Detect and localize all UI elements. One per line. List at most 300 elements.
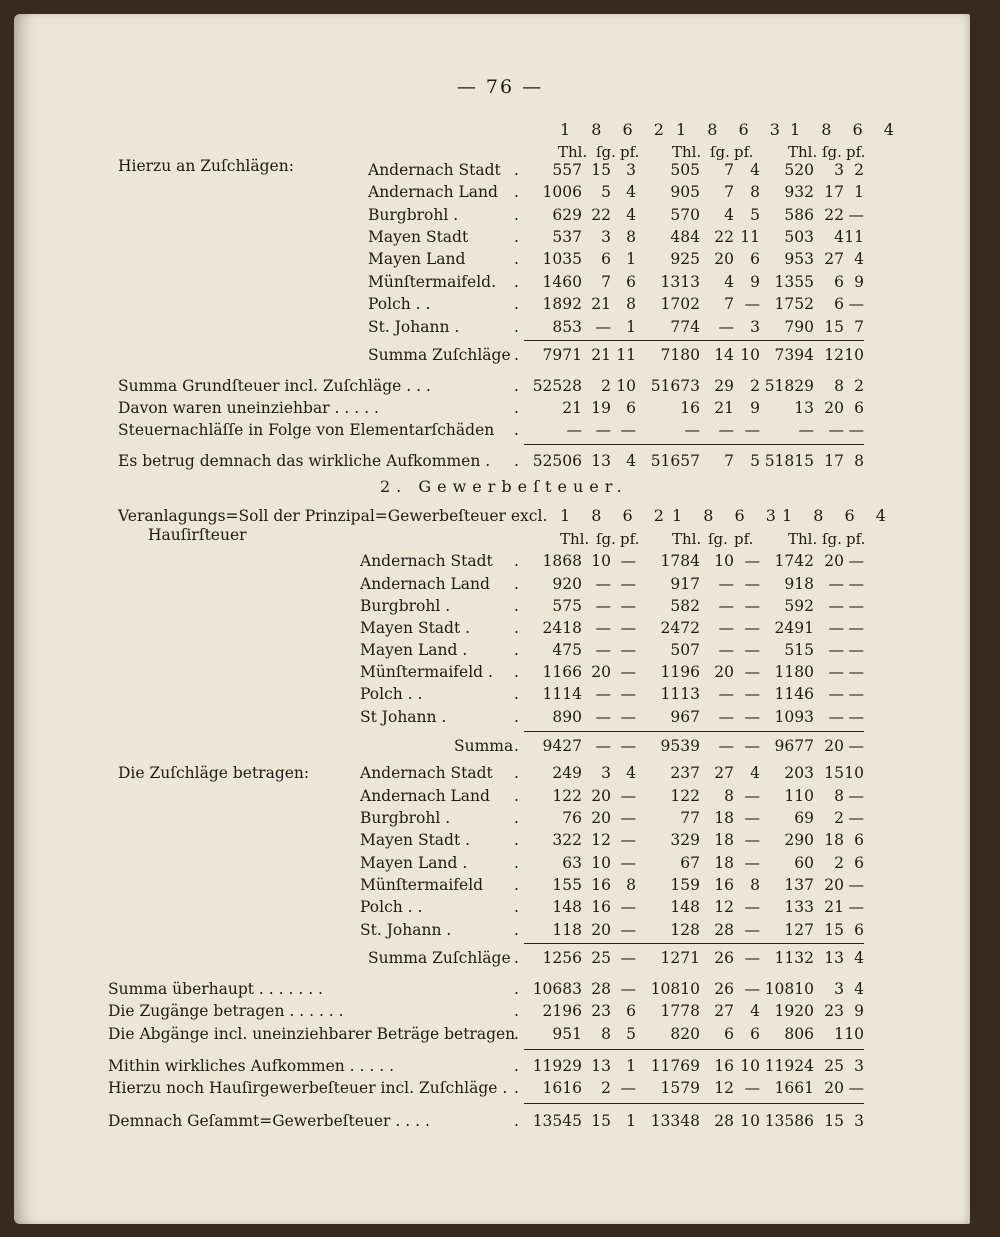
table-cell: 9 [854,273,864,291]
table-cell: 20 [824,552,844,570]
table-cell: — [744,708,760,726]
table-cell: Steuernachläſſe in Folge von Elementarſchäden [118,421,495,439]
table-cell: 12 [714,898,734,916]
table-cell: 2 [750,377,760,395]
unit-sg: ſg. [822,143,842,161]
table-cell: — [848,708,864,726]
table-cell: 5 [750,206,760,224]
year-1864-header: 1 8 6 4 [782,506,894,525]
table-cell: 10810 [650,980,700,998]
table-cell: 133 [784,898,814,916]
table-cell: 16 [714,876,734,894]
table-cell: 76 [562,809,582,827]
table-cell: Andernach Land [360,575,490,593]
table-cell: 1035 [542,250,582,268]
unit-pf: pf. [620,530,640,548]
table-cell: — [848,575,864,593]
table-cell: 8 [601,1025,611,1043]
unit-sg: ſg. [596,530,616,548]
table-cell: 10 [844,1025,864,1043]
table-cell: 148 [670,898,700,916]
table-cell: Es betrug demnach das wirkliche Aufkommen . [118,452,491,470]
table-cell: Summa Zuſchläge [368,949,511,967]
table-cell: 15 [824,921,844,939]
table-row [0,852,1000,874]
table-cell: 1868 [542,552,582,570]
table-cell: 629 [552,206,582,224]
table-cell: — [744,831,760,849]
table-cell: — [620,685,636,703]
table-cell: — [620,552,636,570]
table-cell: — [595,641,611,659]
table-cell: . [514,273,519,291]
table-cell: — [620,575,636,593]
table-row [0,1077,1000,1099]
sum-row [0,735,1000,757]
table-cell: 1166 [542,663,582,681]
table-cell: 11 [844,228,864,246]
table-cell: 1892 [542,295,582,313]
table-cell: Burgbrohl . [360,809,451,827]
table-cell: 1920 [774,1002,814,1020]
table-cell: — [744,980,760,998]
table-row [0,450,1000,472]
table-cell: — [744,737,760,755]
table-cell: 15 [824,318,844,336]
table-cell: . [514,708,519,726]
table-cell: 12 [714,1079,734,1097]
table-row [0,807,1000,829]
table-cell: 18 [714,854,734,872]
table-cell: . [514,737,519,755]
table-cell: — [798,421,814,439]
table-cell: 6 [834,295,844,313]
table-cell: — [595,685,611,703]
table-cell: 13 [591,452,611,470]
table-cell: — [848,421,864,439]
table-cell: Davon waren uneinziehbar . . . . . [118,399,379,417]
table-cell: 20 [824,399,844,417]
table-cell: St. Johann . [360,921,452,939]
table-cell: 25 [591,949,611,967]
table-cell: 10683 [532,980,582,998]
table-cell: 2472 [660,619,700,637]
page-number: — 76 — [456,76,544,98]
table-cell: 1313 [660,273,700,291]
table-row [0,617,1000,639]
table-cell: — [620,949,636,967]
table-cell: . [514,787,519,805]
table-cell: 1 [626,1112,636,1130]
table-cell: 6 [834,273,844,291]
table-cell: Mayen Stadt [368,228,469,246]
table-cell: — [828,641,844,659]
table-cell: 13 [824,949,844,967]
table-cell: — [620,831,636,849]
table-cell: . [514,206,519,224]
unit-pf: pf. [846,530,866,548]
table-cell: . [514,318,519,336]
table-cell: 15 [591,161,611,179]
table-row [0,204,1000,226]
table-cell: 21 [824,898,844,916]
unit-thl: Thl. [558,143,588,161]
table-cell: 1132 [774,949,814,967]
table-cell: 9427 [542,737,582,755]
table-cell: 17 [824,452,844,470]
table-cell: — [848,295,864,313]
table-cell: 4 [750,1002,760,1020]
table-cell: Andernach Land [368,183,498,201]
table-cell: — [744,685,760,703]
table-cell: 8 [834,377,844,395]
table-cell: 4 [854,949,864,967]
unit-thl: Thl. [672,143,702,161]
table-cell: 2491 [774,619,814,637]
table-cell: 7 [724,183,734,201]
table-cell: 110 [784,787,814,805]
unit-thl: Thl. [672,530,702,548]
table-cell: — [828,619,844,637]
table-cell: 16 [680,399,700,417]
table-cell: — [718,685,734,703]
table-cell: — [595,575,611,593]
table-cell: 967 [670,708,700,726]
table-cell: 507 [670,641,700,659]
table-cell: 1 [626,1057,636,1075]
table-cell: — [595,597,611,615]
table-row [0,874,1000,896]
table-cell: 20 [824,1079,844,1097]
table-cell: 23 [591,1002,611,1020]
table-cell: — [848,787,864,805]
table-cell: 22 [824,206,844,224]
table-cell: — [744,949,760,967]
table-cell: Mayen Stadt . [360,619,471,637]
table-cell: — [595,318,611,336]
table-cell: 6 [626,399,636,417]
table-cell: 1702 [660,295,700,313]
unit-thl: Thl. [560,530,590,548]
table-cell: . [514,685,519,703]
unit-thl: Thl. [788,530,818,548]
table-cell: 774 [670,318,700,336]
table-cell: . [514,921,519,939]
table-cell: 1778 [660,1002,700,1020]
table-cell: — [620,1079,636,1097]
table-cell: . [514,183,519,201]
table-cell: — [718,575,734,593]
table-cell: 20 [714,250,734,268]
table-cell: 20 [824,876,844,894]
table-cell: Summa Zuſchläge [368,346,511,364]
table-cell: 11924 [764,1057,814,1075]
unit-sg: ſg. [822,530,842,548]
table-cell: — [684,421,700,439]
table-cell: 7 [724,295,734,313]
table-cell: Summa Grundſteuer incl. Zuſchläge . . . [118,377,431,395]
table-cell: 2 [854,161,864,179]
table-cell: 10 [844,764,864,782]
table-cell: 1616 [542,1079,582,1097]
table-cell: Andernach Stadt [360,764,493,782]
table-cell: 28 [591,980,611,998]
table-cell: 537 [552,228,582,246]
veranlagung-heading-2: Hauſirſteuer [148,526,247,544]
table-cell: 6 [626,273,636,291]
unit-sg: ſg. [710,143,730,161]
table-cell: 1579 [660,1079,700,1097]
table-cell: 570 [670,206,700,224]
table-cell: 9539 [660,737,700,755]
section-title: 2. Gewerbeſteuer. [380,477,628,496]
unit-sg: ſg. [708,530,728,548]
unit-pf: pf. [734,530,754,548]
table-cell: 8 [750,183,760,201]
table-cell: Summa [454,737,514,755]
table-cell: 2 [834,809,844,827]
table-cell: 13 [794,399,814,417]
table-cell: — [744,575,760,593]
table-cell: 20 [591,809,611,827]
table-cell: 6 [601,250,611,268]
table-cell: 592 [784,597,814,615]
table-cell: 122 [670,787,700,805]
table-cell: Die Abgänge incl. uneinziehbarer Beträge betragen [108,1025,516,1043]
table-cell: 60 [794,854,814,872]
table-row [0,1000,1000,1022]
table-cell: 1 [626,318,636,336]
table-cell: — [848,737,864,755]
table-cell: 1661 [774,1079,814,1097]
table-cell: . [514,1057,519,1075]
table-cell: — [848,898,864,916]
table-cell: 13348 [650,1112,700,1130]
table-cell: 10 [616,377,636,395]
table-row [0,829,1000,851]
table-cell: 11929 [532,1057,582,1075]
table-cell: — [744,295,760,313]
table-cell: — [620,421,636,439]
table-cell: 26 [714,949,734,967]
zuschlaege-heading: Hierzu an Zuſchlägen: [118,157,294,175]
table-cell: 6 [724,1025,734,1043]
table-cell: 586 [784,206,814,224]
table-cell: Polch . . [360,685,423,703]
table-cell: 28 [714,921,734,939]
table-cell: Burgbrohl . [368,206,459,224]
table-cell: 12 [824,346,844,364]
table-cell: 2 [854,377,864,395]
table-cell: 920 [552,575,582,593]
table-cell: . [514,161,519,179]
table-cell: 932 [784,183,814,201]
table-cell: 4 [626,206,636,224]
table-cell: . [514,876,519,894]
table-cell: Münſtermaifeld. [368,273,496,291]
table-cell: 484 [670,228,700,246]
table-row [0,397,1000,419]
table-cell: 6 [626,1002,636,1020]
table-cell: 3 [626,161,636,179]
table-cell: . [514,295,519,313]
table-cell: 8 [834,787,844,805]
table-cell: — [620,980,636,998]
table-cell: — [848,876,864,894]
table-cell: 806 [784,1025,814,1043]
sum-row [0,947,1000,969]
table-cell: — [718,597,734,615]
table-cell: — [848,206,864,224]
sum-rule [524,731,864,732]
table-cell: — [848,552,864,570]
table-cell: — [848,641,864,659]
table-cell: — [595,737,611,755]
table-cell: 8 [854,452,864,470]
table-cell: 7 [724,452,734,470]
table-cell: — [620,854,636,872]
table-cell: 1355 [774,273,814,291]
table-cell: — [828,708,844,726]
table-cell: 51815 [764,452,814,470]
table-cell: . [514,809,519,827]
table-cell: — [718,737,734,755]
table-cell: . [514,552,519,570]
table-cell: 503 [784,228,814,246]
table-cell: . [514,764,519,782]
table-cell: 1784 [660,552,700,570]
table-cell: 5 [626,1025,636,1043]
table-cell: 18 [714,831,734,849]
sum-rule [524,1049,864,1050]
table-cell: — [828,575,844,593]
table-cell: 4 [750,764,760,782]
table-cell: — [848,1079,864,1097]
table-cell: — [848,619,864,637]
table-cell: — [718,619,734,637]
table-cell: 7394 [774,346,814,364]
table-cell: — [595,619,611,637]
table-cell: 20 [591,787,611,805]
table-row [0,919,1000,941]
table-cell: 5 [601,183,611,201]
table-row [0,248,1000,270]
table-cell: 520 [784,161,814,179]
table-cell: 10 [740,1112,760,1130]
table-cell: 557 [552,161,582,179]
table-cell: 505 [670,161,700,179]
table-cell: — [828,663,844,681]
table-cell: 137 [784,876,814,894]
table-cell: 6 [750,250,760,268]
table-cell: . [514,399,519,417]
table-cell: 13586 [764,1112,814,1130]
table-cell: 10 [714,552,734,570]
table-cell: 1 [854,183,864,201]
table-cell: 905 [670,183,700,201]
table-cell: 8 [724,787,734,805]
table-cell: 7 [724,161,734,179]
table-cell: 8 [626,876,636,894]
table-cell: 853 [552,318,582,336]
table-cell: 13 [591,1057,611,1075]
table-cell: 6 [854,831,864,849]
table-cell: — [848,663,864,681]
table-cell: 3 [601,228,611,246]
table-cell: 917 [670,575,700,593]
table-cell: — [828,421,844,439]
table-cell: 10 [844,346,864,364]
table-cell: 15 [824,1112,844,1130]
table-row [0,1055,1000,1077]
table-cell: 2196 [542,1002,582,1020]
table-cell: 10 [740,346,760,364]
table-cell: 14 [714,346,734,364]
table-cell: 8 [626,228,636,246]
table-cell: . [514,421,519,439]
table-cell: 11769 [650,1057,700,1075]
table-cell: — [595,421,611,439]
table-cell: . [514,452,519,470]
table-cell: 3 [854,1112,864,1130]
table-cell: 1 [626,250,636,268]
table-row [0,271,1000,293]
table-cell: 10 [591,854,611,872]
table-cell: — [620,921,636,939]
table-row [0,595,1000,617]
table-cell: 6 [854,854,864,872]
table-cell: Burgbrohl . [360,597,451,615]
table-cell: 7 [854,318,864,336]
table-cell: 6 [750,1025,760,1043]
table-cell: — [620,663,636,681]
table-cell: 6 [854,921,864,939]
table-cell: . [514,1025,519,1043]
table-cell: 10810 [764,980,814,998]
table-cell: . [514,1112,519,1130]
table-cell: 2 [834,854,844,872]
table-cell: — [744,898,760,916]
table-cell: Polch . . [360,898,423,916]
table-row [0,181,1000,203]
table-cell: 1256 [542,949,582,967]
table-cell: — [744,921,760,939]
table-row [0,762,1000,784]
table-row [0,978,1000,1000]
table-cell: . [514,575,519,593]
table-row [0,639,1000,661]
table-cell: 7180 [660,346,700,364]
table-cell: 18 [824,831,844,849]
unit-pf: pf. [846,143,866,161]
table-cell: Mayen Stadt . [360,831,471,849]
table-cell: . [514,619,519,637]
table-cell: — [620,809,636,827]
table-cell: . [514,854,519,872]
table-cell: — [620,787,636,805]
table-row [0,419,1000,441]
table-row [0,573,1000,595]
table-cell: 18 [714,809,734,827]
table-cell: 5 [750,452,760,470]
table-cell: Polch . . [368,295,431,313]
table-cell: — [744,663,760,681]
table-cell: 4 [724,273,734,291]
table-cell: 4 [724,206,734,224]
table-cell: — [744,641,760,659]
table-cell: 1752 [774,295,814,313]
table-cell: 16 [714,1057,734,1075]
